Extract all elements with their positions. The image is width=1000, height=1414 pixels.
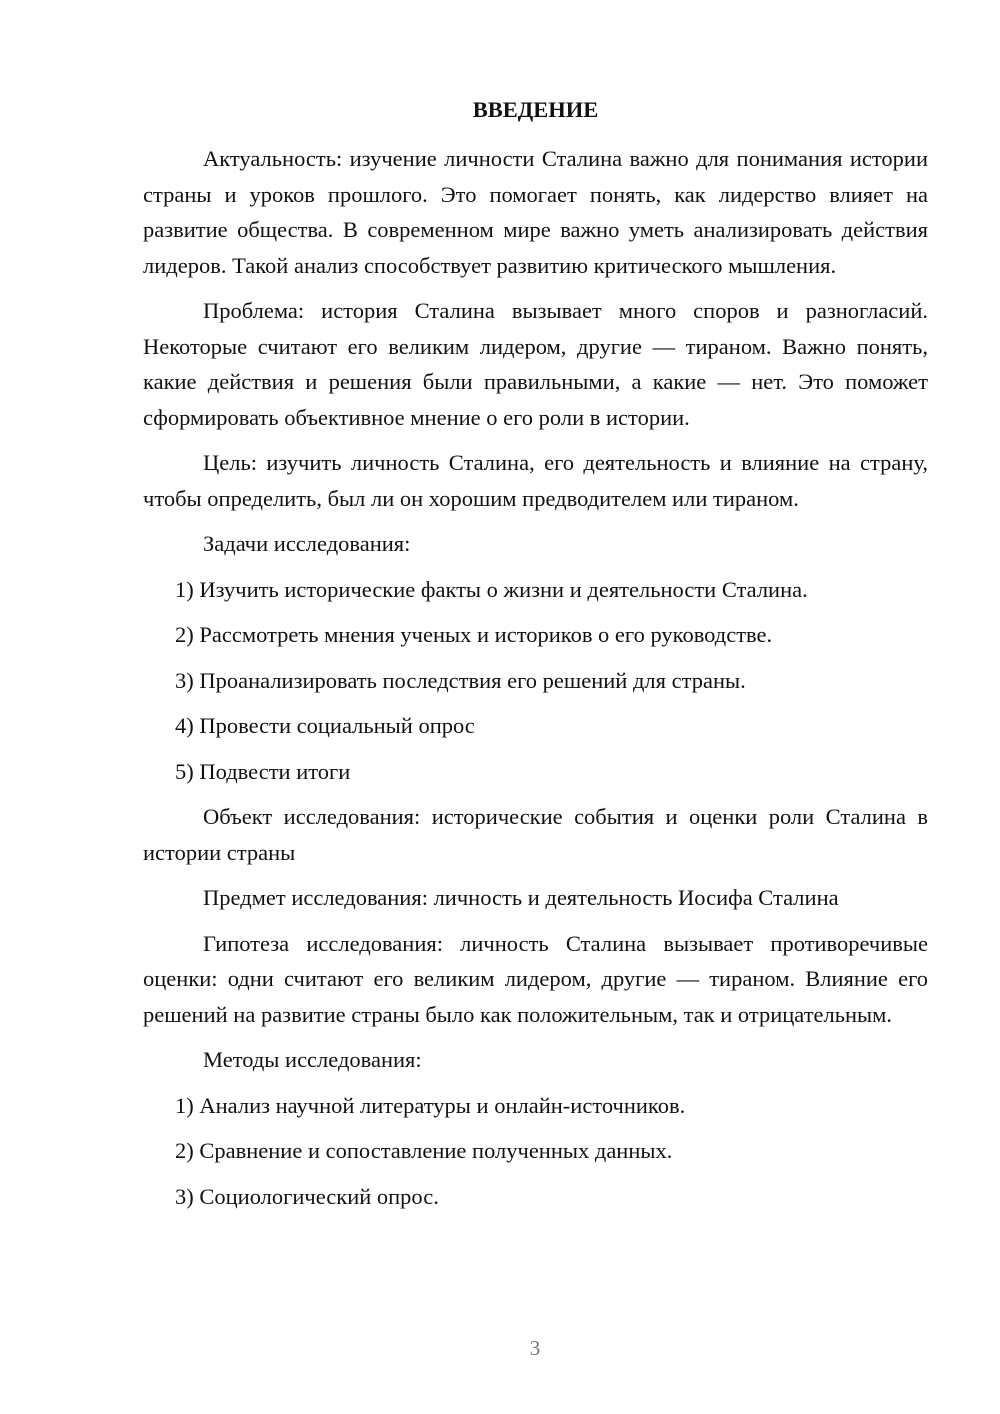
goal-paragraph: Цель: изучить личность Сталина, его деятельность и влияние на страну, чтобы определить, был ли он хорошим предводителем или тираном. [143, 450, 928, 511]
method-item-3: 3) Социологический опрос. [175, 1183, 439, 1209]
object-paragraph: Объект исследования: исторические события и оценки роли Сталина в истории страны [143, 804, 928, 865]
document-page [143, 92, 928, 1224]
method-item-2: 2) Сравнение и сопоставление полученных данных. [175, 1138, 673, 1163]
tasks-heading: Задачи исследования: [203, 531, 411, 556]
problem-paragraph: Проблема: история Сталина вызывает много споров и разногласий. Некоторые считают его великим лидером, другие — тираном. Важно понять, какие действия и решения были правильными, а какие — нет. Это поможет сформировать объективное мнение о его роли в истории. [143, 298, 928, 430]
relevance-paragraph: Актуальность: изучение личности Сталина важно для понимания истории страны и уроков прошлого. Это помогает понять, как лидерство влияет на развитие общества. В современном мире важно уметь анализировать действия лидеров. Такой анализ способствует развитию критического мышления. [143, 146, 928, 278]
hypothesis-paragraph: Гипотеза исследования: личность Сталина вызывает противоречивые оценки: одни считают его великим лидером, другие — тираном. Влияние его решений на развитие страны было как положительным, так и отрицательным. [143, 930, 928, 1027]
subject-paragraph: Предмет исследования: личность и деятельность Иосифа Сталина [203, 885, 839, 910]
page-title: ВВЕДЕНИЕ [472, 97, 599, 122]
methods-heading: Методы исследования: [203, 1047, 422, 1072]
task-item-2: 2) Рассмотреть мнения ученых и историков о его руководстве. [175, 622, 773, 647]
task-item-4: 4) Провести социальный опрос [175, 713, 475, 738]
task-item-1: 1) Изучить исторические факты о жизни и деятельности Сталина. [175, 576, 808, 602]
page-number: 3 [529, 1336, 541, 1360]
task-item-3: 3) Проанализировать последствия его решений для страны. [175, 667, 746, 693]
method-item-1: 1) Анализ научной литературы и онлайн-источников. [175, 1092, 686, 1118]
task-item-5: 5) Подвести итоги [175, 758, 351, 784]
